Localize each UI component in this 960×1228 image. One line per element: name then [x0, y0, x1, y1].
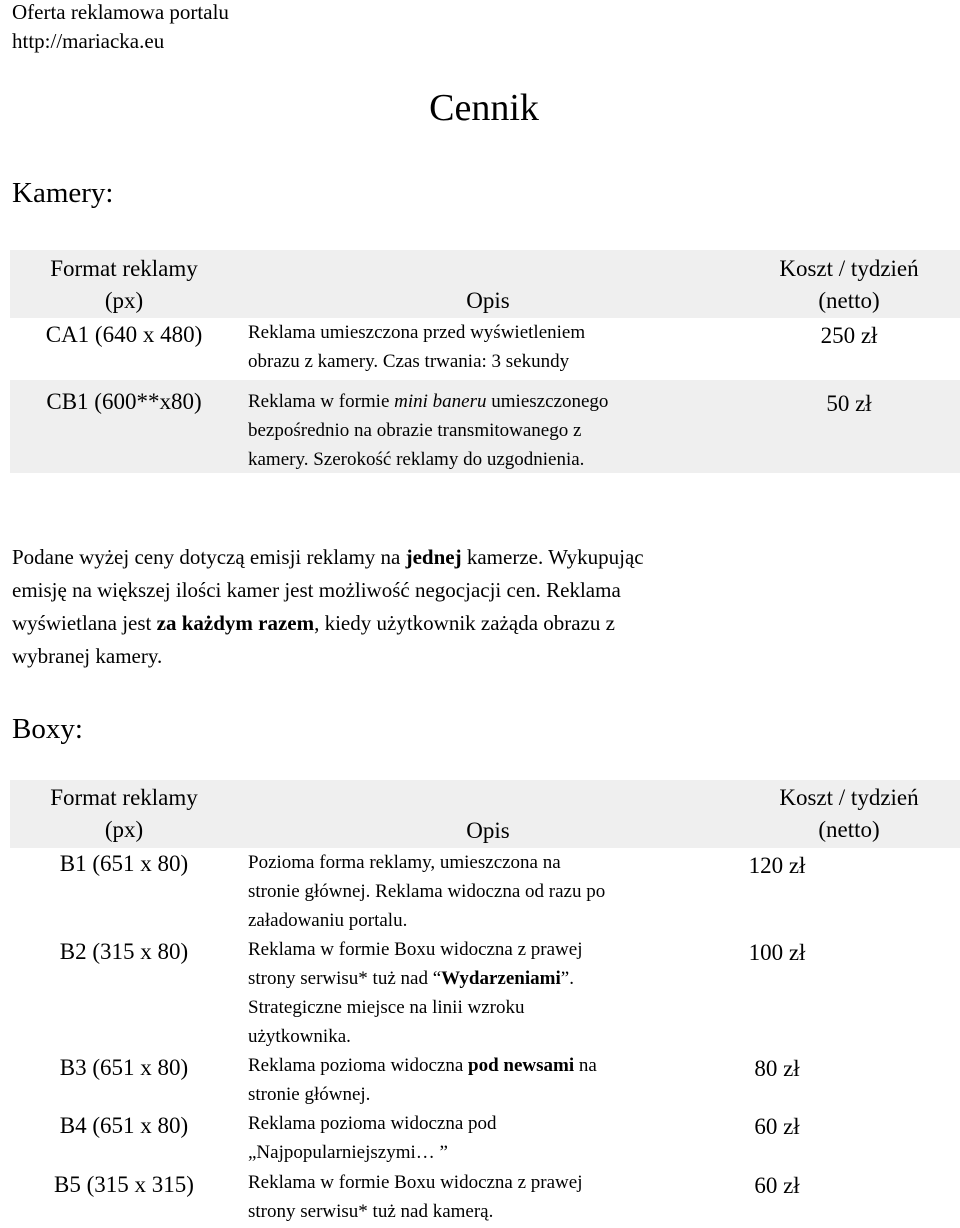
boxes-col-cost-header: Koszt / tydzień (netto): [779, 785, 919, 842]
boxes-row-2-format: B2 (315 x 80): [59, 939, 189, 964]
boxes-row-4-format: B4 (651 x 80): [59, 1113, 189, 1138]
boxes-row-3-format: B3 (651 x 80): [59, 1055, 189, 1080]
boxes-row-2-desc: Reklama w formie Boxu widoczna z prawej strony serwisu* tuż nad “Wydarzeniami”. Strategiczne miejsce na linii wzroku użytkownika.: [248, 939, 583, 1047]
page-title: Cennik: [429, 87, 539, 129]
cameras-row-2-desc: Reklama w formie mini baneru umieszczonego bezpośrednio na obrazie transmitowanego z kamery. Szerokość reklamy do uzgodnienia.: [248, 391, 609, 470]
cameras-col-format-header: Format reklamy (px): [50, 256, 198, 313]
cameras-row-1-format: CA1 (640 x 480): [45, 322, 203, 347]
boxes-row-1-price: 120 zł: [748, 853, 806, 878]
boxes-row-5-desc: Reklama w formie Boxu widoczna z prawej strony serwisu* tuż nad kamerą.: [248, 1172, 583, 1222]
cameras-row-1-price: 250 zł: [820, 323, 878, 348]
boxes-row-1-format: B1 (651 x 80): [59, 851, 189, 876]
boxes-row-5-price: 60 zł: [754, 1173, 800, 1198]
cameras-note: Podane wyżej ceny dotyczą emisji reklamy na jednej kamerze. Wykupując emisję na większej ilości kamer jest możliwość negocjacji cen. Reklama wyświetlana jest za każdym razem, kiedy użytkownik zażąda obrazu z wybranej kamery.: [12, 545, 644, 668]
cameras-row-2-format: CB1 (600**x80): [46, 389, 202, 414]
boxes-row-3-price: 80 zł: [754, 1056, 800, 1081]
cameras-row-1-desc: Reklama umieszczona przed wyświetleniem obrazu z kamery. Czas trwania: 3 sekundy: [248, 322, 586, 372]
boxes-heading: Boxy:: [12, 713, 83, 745]
boxes-col-format-header: Format reklamy (px): [50, 785, 198, 842]
source-url: http://mariacka.eu: [12, 29, 165, 53]
boxes-row-1-desc: Pozioma forma reklamy, umieszczona na stronie głównej. Reklama widoczna od razu po załadowaniu portalu.: [248, 852, 606, 931]
boxes-col-desc-header: Opis: [466, 818, 510, 843]
boxes-row-2-price: 100 zł: [748, 940, 806, 965]
cameras-row-2-price: 50 zł: [826, 391, 872, 416]
cameras-col-desc-header: Opis: [466, 288, 510, 313]
boxes-row-4-price: 60 zł: [754, 1114, 800, 1139]
cameras-heading: Kamery:: [12, 177, 114, 209]
boxes-row-3-desc: Reklama pozioma widoczna pod newsami na stronie głównej.: [248, 1055, 597, 1105]
boxes-row-4-desc: Reklama pozioma widoczna pod „Najpopularniejszymi… ”: [248, 1113, 497, 1163]
source-title: Oferta reklamowa portalu: [12, 0, 229, 24]
boxes-row-5-format: B5 (315 x 315): [54, 1172, 194, 1197]
cameras-col-cost-header: Koszt / tydzień (netto): [779, 256, 919, 313]
